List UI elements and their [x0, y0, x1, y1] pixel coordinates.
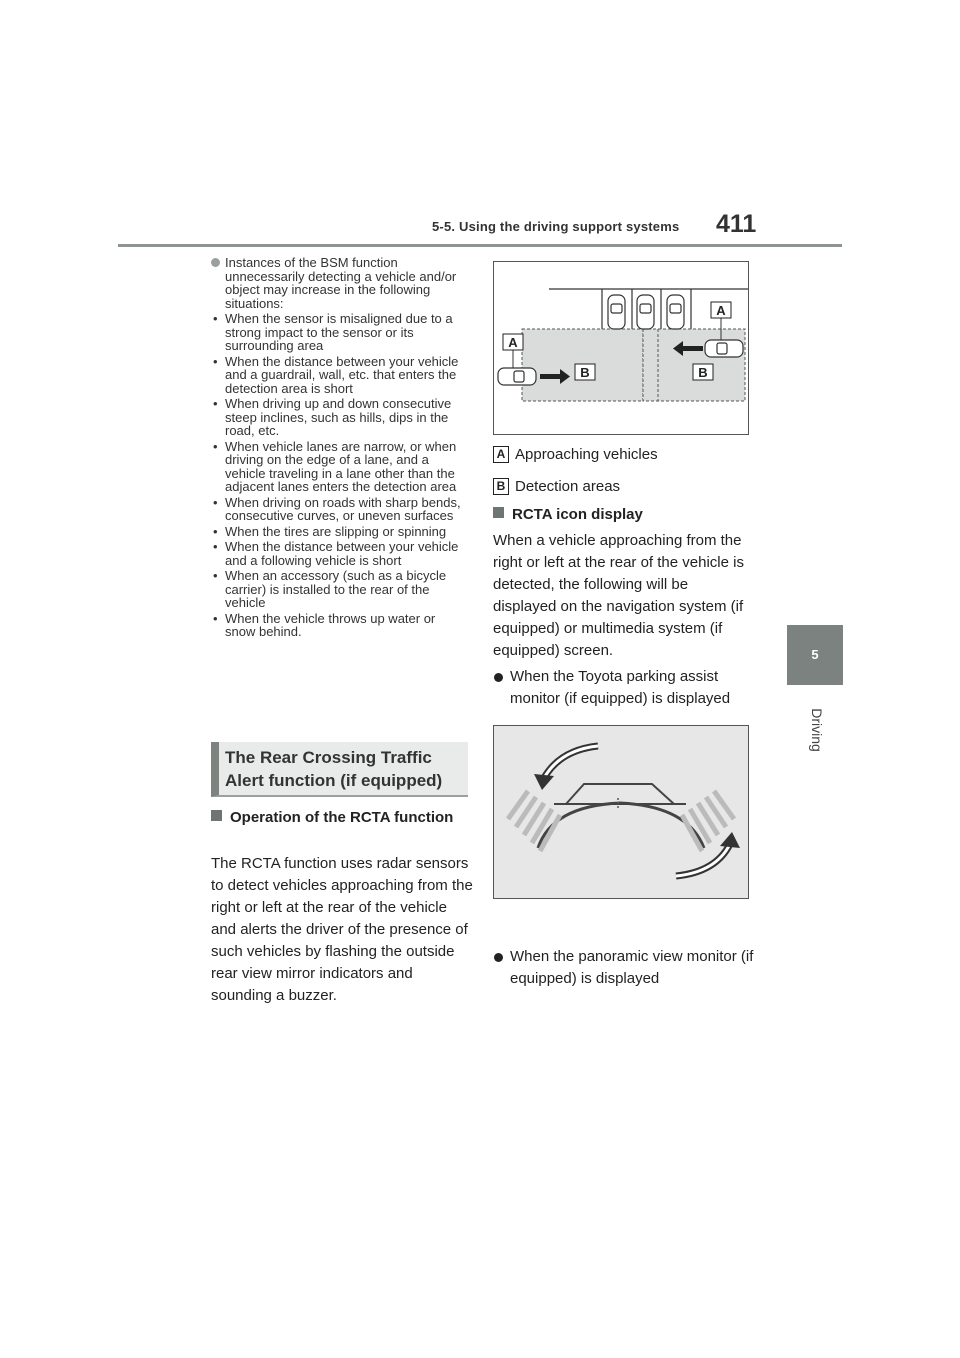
list-item: • When driving up and down consecutive steep inclines, such as hills, dips in the road, etc.: [211, 397, 469, 438]
bullet-text: When the panoramic view monitor (if equipped) is displayed: [510, 948, 754, 987]
note-lead-text: Instances of the BSM function unnecessarily detecting a vehicle and/or object may increase in the following situations:: [225, 255, 457, 311]
icon-display-heading-text: RCTA icon display: [512, 506, 643, 523]
legend-text-a: Approaching vehicles: [515, 446, 658, 463]
operation-body: The RCTA function uses radar sensors to detect vehicles approaching from the right or left at the rear of the vehicle and alerts the driver of the presence of such vehicles by flashing the outside rear view mirror indicators and sounding a buzzer.: [211, 855, 473, 1004]
callout-text: A: [508, 335, 518, 350]
chapter-label: Driving: [809, 708, 825, 752]
approaching-car-left-icon: [498, 368, 536, 385]
legend-text-b: Detection areas: [515, 478, 621, 495]
callout-label-b-right: [693, 364, 713, 380]
note-list: [211, 312, 469, 639]
list-item: • When the tires are slipping or spinning: [211, 525, 469, 539]
header-rule: [118, 244, 842, 247]
approaching-car-right-icon: [705, 340, 743, 357]
list-item: • When the vehicle throws up water or snow behind.: [211, 612, 469, 639]
callout-text: B: [580, 365, 590, 380]
legend-approaching: [493, 446, 658, 463]
callout-text: B: [698, 365, 708, 380]
legend-detection: [493, 478, 620, 495]
section-heading-box: [211, 742, 468, 797]
running-header: 5-5. Using the driving support systems: [432, 219, 680, 234]
section-heading: The Rear Crossing Traffic Alert function (if equipped): [225, 748, 443, 790]
callout-label-b-left: [575, 364, 595, 380]
bullet-panoramic-view: [493, 946, 755, 990]
list-item: • When vehicle lanes are narrow, or when driving on the edge of a lane, and a vehicle traveling in a lane other than the adjacent lanes enters the detection area: [211, 440, 469, 494]
note-lead: [211, 256, 469, 310]
callout-label-a-right: [711, 302, 731, 318]
operation-heading-text: Operation of the RCTA function: [230, 809, 454, 826]
legend-key-b: B: [493, 478, 509, 495]
square-bullet-icon: [493, 507, 504, 518]
callout-label-a-left: [503, 334, 523, 350]
icon-display-heading: [493, 506, 643, 523]
parked-car-icon: [608, 295, 684, 329]
bullet-parking-assist: [493, 666, 755, 710]
detection-area-figure: [493, 261, 749, 435]
parking-assist-monitor-figure: [493, 725, 749, 899]
list-item: • When the distance between your vehicle and a following vehicle is short: [211, 540, 469, 567]
left-alert-stripes-icon: [508, 791, 560, 851]
list-item: • When driving on roads with sharp bends, consecutive curves, or uneven surfaces: [211, 496, 469, 523]
icon-display-body: When a vehicle approaching from the right or left at the rear of the vehicle is detected, the following will be displayed on the navigation system (if equipped) or multimedia system (if equipped) screen.: [493, 532, 744, 659]
bullet-dot-icon: [494, 953, 503, 962]
parking-lot-diagram: [494, 262, 748, 434]
rear-camera-guide-diagram: [494, 726, 748, 898]
operation-heading: [211, 807, 471, 829]
bullet-text: When the Toyota parking assist monitor (if equipped) is displayed: [510, 668, 731, 707]
chapter-tab: 5: [787, 625, 843, 685]
list-item: • When an accessory (such as a bicycle carrier) is installed to the rear of the vehicle: [211, 569, 469, 610]
page-number: 411: [716, 210, 757, 238]
legend-key-a: A: [493, 446, 509, 463]
bsm-note: [211, 256, 469, 641]
bullet-dot-icon: [494, 673, 503, 682]
square-bullet-icon: [211, 810, 222, 821]
list-item: • When the sensor is misaligned due to a strong impact to the sensor or its surrounding area: [211, 312, 469, 353]
bullet-dot-icon: [211, 258, 220, 267]
callout-text: A: [716, 303, 726, 318]
list-item: • When the distance between your vehicle and a guardrail, wall, etc. that enters the detection area is short: [211, 355, 469, 396]
